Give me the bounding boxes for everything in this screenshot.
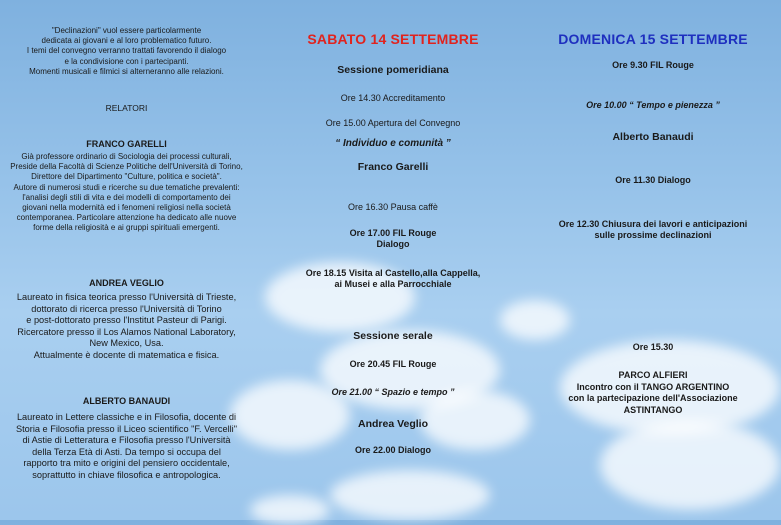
- speaker-name: Alberto Banaudi: [612, 131, 694, 143]
- schedule-item: Ore 20.45 FIL Rouge: [349, 359, 437, 369]
- speaker-name-garelli: FRANCO GARELLI: [86, 139, 167, 149]
- schedule-item: Ore 9.30 FIL Rouge: [612, 60, 694, 70]
- speaker-name-banaudi: ALBERTO BANAUDI: [82, 396, 171, 406]
- relatori-label: RELATORI: [105, 103, 148, 113]
- cloud: [600, 420, 780, 510]
- theme-title: “ Individuo e comunità ”: [335, 138, 451, 149]
- schedule-item: Ore 18.15 Visita al Castello,alla Cappella, ai Musei e alla Parrocchiale: [305, 268, 481, 289]
- schedule-item: Ore 11.30 Dialogo: [615, 175, 691, 185]
- saturday-title: SABATO 14 SETTEMBRE: [307, 31, 479, 47]
- schedule-item: Ore 14.30 Accreditamento: [340, 93, 446, 103]
- speaker-bio-garelli: Già professore ordinario di Sociologia dei processi culturali, Preside della Facoltà di Scienze Politiche dell'Università di Torino, Direttore del Dipartimento "Culture, politica e società". Autore di numerosi studi e ricerche su due tematiche prevalenti: l'analisi degli stili di vita e dei modelli di comportamento dei giovani nella modernità ed i fenomeni religiosi nella società contemporanea. Particolare attenzione ha dedicato alle nuove forme della religiosità e ai gruppi spirituali emergenti.: [10, 152, 243, 233]
- speaker-name-veglio: ANDREA VEGLIO: [89, 278, 164, 288]
- schedule-item: Ore 10.00 “ Tempo e pienezza ”: [586, 100, 720, 110]
- speaker-bio-banaudi: Laureato in Lettere classiche e in Filosofia, docente di Storia e Filosofia presso il Liceo scientifico "F. Vercelli" di Astie di Letteratura e Filosofia presso l'Università della Terza Età di Asti. Da tempo si occupa del rapporto tra mito e origini del pensiero occidentale, soprattutto in chiave filosofica e antropologica.: [16, 412, 237, 480]
- schedule-item: Ore 12.30 Chiusura dei lavori e anticipazioni sulle prossime declinazioni: [558, 219, 748, 240]
- schedule-item: Ore 15.00 Apertura del Convegno: [325, 118, 461, 128]
- cloud: [250, 495, 330, 525]
- schedule-item: Ore 22.00 Dialogo: [354, 445, 432, 455]
- speaker-bio-veglio: Laureato in fisica teorica presso l'Università di Trieste, dottorato di ricerca presso l'Università di Torino e post-dottorato presso l'Institut Pasteur di Parigi. Ricercatore presso il Los Alamos National Laboratory, New Mexico, Usa. Attualmente è docente di matematica e fisica.: [16, 292, 237, 360]
- session-afternoon: Sessione pomeridiana: [337, 64, 449, 76]
- schedule-item: Ore 21.00 “ Spazio e tempo ”: [331, 387, 455, 397]
- sunday-title: DOMENICA 15 SETTEMBRE: [558, 31, 748, 47]
- cloud: [330, 470, 490, 520]
- speaker-name: Andrea Veglio: [357, 418, 429, 430]
- intro-text: "Declinazioni" vuol essere particolarmente dedicata ai giovani e al loro problematico futuro. I temi del convegno verranno trattati favorendo il dialogo e la condivisione con i partecipanti. Momenti musicali e filmici si alterneranno alle relazioni.: [26, 26, 227, 76]
- schedule-item: PARCO ALFIERI Incontro con il TANGO ARGENTINO con la partecipazione dell'Associazione ASTINTANGO: [568, 370, 738, 415]
- speaker-name: Franco Garelli: [357, 161, 429, 173]
- schedule-item: Ore 15.30: [632, 342, 674, 352]
- schedule-item: Ore 17.00 FIL Rouge Dialogo: [349, 228, 437, 249]
- schedule-item: Ore 16.30 Pausa caffè: [348, 202, 438, 212]
- session-evening: Sessione serale: [353, 330, 433, 342]
